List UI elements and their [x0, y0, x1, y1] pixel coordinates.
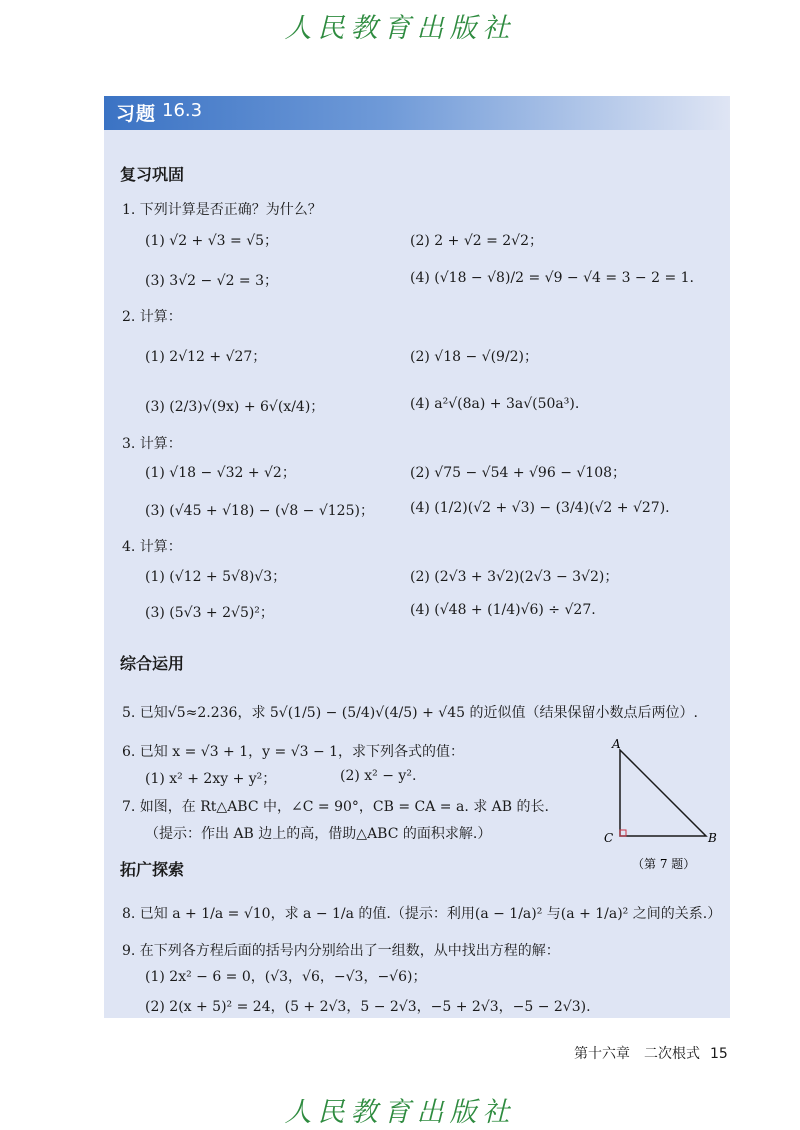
q4-4: (4) (√48 + (1/4)√6) ÷ √27.: [410, 602, 596, 618]
q2-2: (2) √18 − √(9/2)；: [410, 349, 539, 365]
triangle-figure: [598, 738, 728, 878]
q7-hint: （提示：作出 AB 边上的高，借助△ABC 的面积求解.）: [145, 826, 492, 842]
q3-1: (1) √18 − √32 + √2；: [145, 465, 296, 481]
right-angle-mark: [620, 830, 626, 836]
q4-1: (1) (√12 + 5√8)√3；: [145, 569, 287, 585]
q5: 5. 已知√5≈2.236，求 5√(1/5) − (5/4)√(4/5) + √45 的近似值（结果保留小数点后两位）.: [122, 705, 698, 721]
figure-caption: （第 7 题）: [632, 857, 696, 871]
header-bar: [104, 96, 730, 130]
q6-1: (1) x² + 2xy + y²；: [145, 771, 277, 787]
label-a: A: [612, 738, 621, 751]
q4-2: (2) (2√3 + 3√2)(2√3 − 3√2)；: [410, 569, 619, 585]
header-number: 16.3: [162, 100, 203, 121]
label-b: B: [708, 831, 717, 845]
q1-1: (1) √2 + √3 = √5；: [145, 233, 279, 249]
page-footer: [574, 1043, 728, 1063]
section-apply: 综合运用: [120, 654, 185, 673]
q1: 1. 下列计算是否正确？为什么？: [122, 202, 322, 218]
q3-2: (2) √75 − √54 + √96 − √108；: [410, 465, 627, 481]
q9-2: (2) 2(x + 5)² = 24，(5 + 2√3，5 − 2√3，−5 + 2√3，−5 − 2√3).: [145, 999, 591, 1015]
publisher-logo-top: 人民教育出版社: [284, 13, 516, 44]
triangle-abc: [620, 750, 706, 836]
q9: 9. 在下列各方程后面的括号内分别给出了一组数，从中找出方程的解：: [122, 943, 560, 959]
q1-4: (4) (√18 − √8)/2 = √9 − √4 = 3 − 2 = 1.: [410, 270, 695, 286]
q9-1: (1) 2x² − 6 = 0，(√3，√6，−√3，−√6)；: [145, 969, 427, 985]
q6: 6. 已知 x = √3 + 1，y = √3 − 1，求下列各式的值：: [122, 744, 465, 760]
q2: 2. 计算：: [122, 309, 182, 325]
q4-3: (3) (5√3 + 2√5)²；: [145, 605, 274, 621]
q2-1: (1) 2√12 + √27；: [145, 349, 267, 365]
q4: 4. 计算：: [122, 539, 182, 555]
q3-4: (4) (1/2)(√2 + √3) − (3/4)(√2 + √27).: [410, 500, 670, 516]
q8: 8. 已知 a + 1/a = √10，求 a − 1/a 的值.（提示：利用(a − 1/a)² 与(a + 1/a)² 之间的关系.）: [122, 906, 722, 922]
q2-4: (4) a²√(8a) + 3a√(50a³).: [410, 396, 580, 412]
q3-3: (3) (√45 + √18) − (√8 − √125)；: [145, 503, 374, 519]
page-number: 15: [710, 1046, 728, 1062]
q3: 3. 计算：: [122, 436, 182, 452]
header-title: 习题: [116, 103, 157, 125]
q2-3: (3) (2/3)√(9x) + 6√(x/4)；: [145, 399, 325, 415]
section-review: 复习巩固: [120, 165, 185, 184]
q1-3: (3) 3√2 − √2 = 3；: [145, 273, 279, 289]
label-c: C: [604, 831, 614, 845]
q6-2: (2) x² − y².: [340, 768, 417, 784]
chapter-title: 第十六章 二次根式: [574, 1046, 700, 1062]
q1-2: (2) 2 + √2 = 2√2；: [410, 233, 544, 249]
q7: 7. 如图，在 Rt△ABC 中，∠C = 90°，CB = CA = a. 求 AB 的长.: [122, 799, 549, 815]
publisher-logo-bottom: 人民教育出版社: [284, 1097, 516, 1128]
section-explore: 拓广探索: [120, 860, 185, 879]
